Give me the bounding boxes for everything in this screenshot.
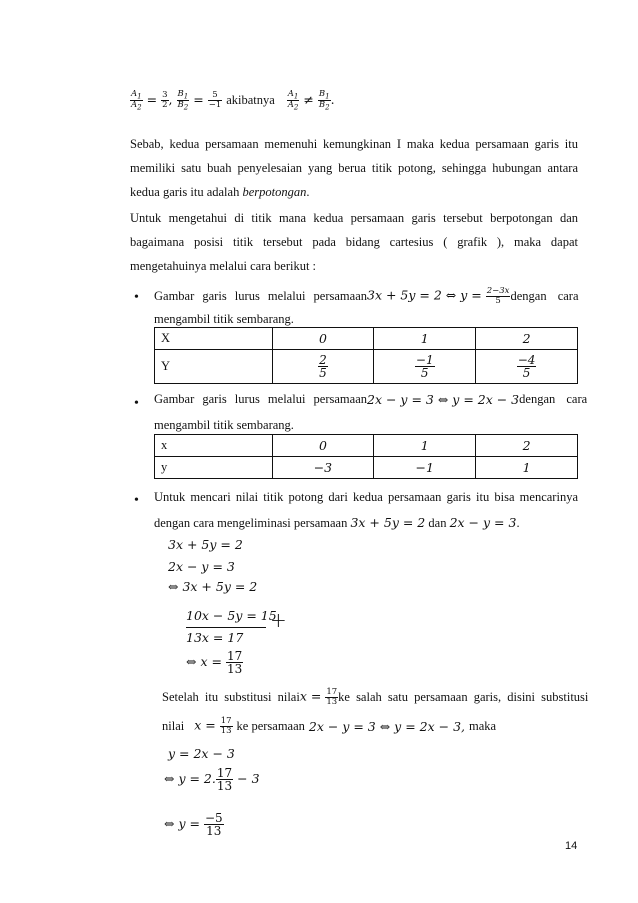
frac-den: 5	[420, 366, 429, 380]
page-number: 14	[565, 840, 578, 852]
frac-den: 13	[216, 779, 233, 793]
frac-num: 17	[216, 766, 233, 780]
elim-line-6	[186, 650, 243, 675]
ratio-line	[130, 90, 335, 111]
fraction-3-2	[161, 91, 168, 109]
a2: A	[131, 99, 138, 110]
table-cell: y	[155, 457, 273, 479]
bullet-2-line-2: mengambil titik sembarang.	[154, 418, 294, 432]
table-cell	[374, 350, 476, 384]
b2-sub: 2	[183, 102, 189, 112]
equation-text: − 3	[237, 771, 260, 786]
dan-text: dan	[428, 516, 447, 530]
frac-den: 13	[326, 696, 338, 707]
a1-sub: 1	[293, 91, 299, 101]
final-line-2	[164, 767, 260, 792]
fraction-17-13	[226, 650, 243, 675]
a2-sub: 2	[293, 102, 299, 112]
subst-text-c: nilai	[162, 718, 185, 733]
frac-den: 2	[162, 99, 168, 110]
b1: B	[177, 89, 184, 99]
frac-num: 17	[326, 687, 338, 697]
fraction-a1-a2-b	[287, 90, 300, 111]
table-cell: Y	[155, 350, 273, 384]
maka-text: maka	[469, 718, 497, 733]
fraction-17-13	[216, 767, 233, 792]
equals-sign: =	[193, 91, 204, 107]
frac-num: 17	[226, 649, 243, 663]
frac-num: 2−3x	[486, 286, 510, 296]
fraction-a1-a2	[130, 90, 143, 111]
bullet-3-line-2	[154, 515, 520, 531]
bullet-1-text-b: dengan cara	[510, 288, 579, 303]
table-cell	[476, 350, 578, 384]
bullet-1-text: Gambar garis lurus melalui persamaan	[154, 288, 367, 303]
frac-num: −1	[415, 353, 434, 367]
frac-den: 13	[226, 662, 243, 676]
subst-text-a: Setelah itu substitusi nilai	[162, 689, 300, 704]
equation-2: 2x − y = 3	[449, 515, 517, 530]
b1-sub: 1	[183, 91, 189, 101]
plus-sign: +	[270, 608, 287, 632]
table-row	[155, 350, 578, 384]
frac-den: 13	[220, 725, 232, 736]
b2: B	[318, 99, 326, 110]
frac-num: 17	[220, 716, 232, 726]
fraction	[517, 354, 537, 379]
equation-text: 3x + 5y = 2 ⇔ y =	[367, 287, 482, 303]
elim-underline	[186, 627, 266, 628]
equals-sign: =	[146, 91, 158, 107]
period: .	[306, 185, 310, 199]
a1-sub: 1	[137, 91, 142, 101]
subst-x-eq-2	[194, 717, 232, 735]
a2-sub: 2	[137, 102, 142, 112]
bullet-1-equation	[367, 287, 510, 305]
table-cell: x	[155, 435, 273, 457]
bullet-3-line-1: Untuk mencari nilai titik potong dari kedua persamaan garis itu bisa mencarinya	[154, 490, 578, 504]
b1-sub: 1	[325, 91, 330, 101]
equation-text: ⇔ y =	[164, 816, 200, 831]
fraction-2-3x-5	[486, 287, 511, 305]
frac-den: 5	[522, 366, 531, 380]
bullet-1-line-1	[154, 287, 578, 305]
bullet-2: •	[134, 396, 139, 411]
elim-line-5: 13x = 17	[186, 630, 244, 645]
table-cell: X	[155, 328, 273, 350]
equation-text: x =	[194, 717, 216, 733]
a1: A	[131, 89, 138, 99]
table-cell	[272, 350, 374, 384]
table-cell: 1	[374, 435, 476, 457]
fraction-5-neg1	[208, 91, 223, 109]
fraction-b1-b2-b	[318, 90, 331, 111]
subst-x-eq	[300, 688, 338, 706]
akibatnya-text: akibatnya	[226, 92, 275, 107]
b2-sub: 2	[325, 102, 330, 112]
bullet-2-text-b: dengan cara	[519, 392, 588, 406]
paragraph-2-text: Untuk mengetahui di titik mana kedua persamaan garis tersebut berpotongan dan bagaimana posisi titik tersebut pada bidang cartesius ( grafik ), maka dapat mengetahuinya melalui cara berikut :	[130, 211, 578, 273]
a1: A	[287, 89, 294, 99]
fraction	[415, 354, 435, 379]
table-cell: 2	[476, 435, 578, 457]
table-2	[154, 434, 578, 479]
frac-den: 5	[319, 366, 327, 380]
paragraph-2	[130, 206, 578, 278]
period: .	[516, 516, 520, 530]
bullet-1-line-2: mengambil titik sembarang.	[154, 312, 294, 326]
bullet-2-line-1	[154, 392, 588, 407]
fraction-17-13	[220, 717, 233, 735]
table-cell: 1	[374, 328, 476, 350]
table-cell: −1	[374, 457, 476, 479]
period: .	[330, 91, 335, 107]
table-row	[155, 457, 578, 479]
frac-den: 13	[206, 824, 222, 838]
fraction-b1-b2	[177, 90, 190, 111]
subst-line-1	[162, 687, 589, 707]
table-row	[155, 435, 578, 457]
elim-line-3: ⇔ 3x + 5y = 2	[168, 579, 258, 594]
table-1	[154, 327, 578, 384]
frac-den: −1	[208, 99, 222, 110]
equation-text: x =	[299, 688, 322, 704]
b2: B	[177, 99, 184, 110]
subst-line-2	[162, 717, 496, 735]
fraction	[318, 354, 328, 379]
final-line-1: y = 2x − 3	[168, 746, 235, 761]
final-line-3	[164, 812, 224, 837]
equation-text: ⇔ y = 2.	[164, 771, 216, 786]
b1: B	[318, 89, 326, 99]
italic-term: berpotongan	[242, 185, 307, 199]
bullet-2-equation: 2x − y = 3 ⇔ y = 2x − 3	[367, 392, 520, 407]
frac-num: −5	[204, 811, 223, 825]
table-cell: 2	[476, 328, 578, 350]
elim-line-2: 2x − y = 3	[168, 559, 235, 574]
paragraph-1-text: Sebab, kedua persamaan memenuhi kemungkinan I maka kedua persamaan garis itu memiliki satu buah penyelesaian yang berua titik potong, sehingga hubungan antara kedua garis itu adalah	[130, 137, 578, 199]
bullet-3-text: dengan cara mengeliminasi persamaan	[154, 516, 348, 530]
bullet-2-text: Gambar garis lurus melalui persamaan	[154, 392, 367, 406]
equation-1: 3x + 5y = 2	[350, 515, 426, 530]
not-equal-sign: ≠	[303, 91, 314, 107]
subst-text-d: ke persamaan	[236, 718, 305, 733]
equation-text: ⇔ x =	[186, 654, 222, 669]
table-cell: 1	[476, 457, 578, 479]
frac-num: 2	[319, 353, 327, 367]
bullet-1: •	[134, 290, 139, 305]
frac-num: 3	[162, 90, 168, 101]
frac-den: 5	[495, 295, 501, 306]
table-cell: 0	[272, 435, 374, 457]
fraction-neg5-13	[204, 812, 224, 837]
table-cell: 0	[272, 328, 374, 350]
frac-num: −4	[517, 353, 536, 367]
elim-line-1: 3x + 5y = 2	[168, 537, 243, 552]
frac-num: 5	[208, 91, 223, 101]
subst-equation: 2x − y = 3 ⇔ y = 2x − 3,	[308, 718, 466, 734]
subst-text-b: ke salah satu persamaan garis, disini substitusi	[338, 689, 589, 704]
fraction-17-13	[325, 688, 338, 706]
elim-line-4: 10x − 5y = 15	[186, 608, 277, 623]
paragraph-1	[130, 132, 578, 204]
table-cell: −3	[272, 457, 374, 479]
table-row	[155, 328, 578, 350]
a2: A	[287, 99, 294, 110]
bullet-3: •	[134, 493, 139, 508]
comma: ,	[168, 91, 173, 107]
